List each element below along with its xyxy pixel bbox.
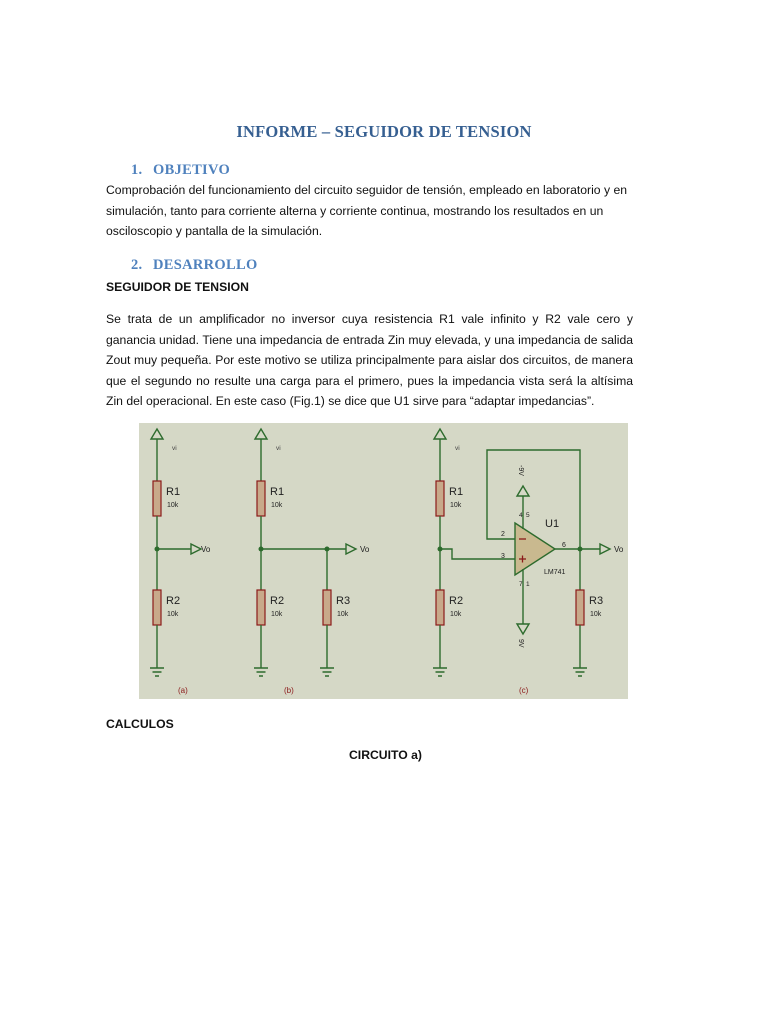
resistor-r2-a (153, 590, 161, 625)
label-vi: vi (172, 445, 177, 452)
label-r2-value-c: 10k (450, 611, 462, 618)
circuit-c (433, 429, 624, 695)
label-vi-c: vi (455, 445, 460, 452)
section-heading-objetivo (131, 162, 230, 179)
label-r2-b: R2 (270, 595, 285, 607)
label-r1-c: R1 (449, 486, 464, 498)
label-r1-b: R1 (270, 486, 285, 498)
label-r2-value-a: 10k (167, 611, 179, 618)
resistor-r2-c (436, 590, 444, 625)
label-supply-top: -9V (517, 465, 524, 476)
label-vi-b: vi (276, 445, 281, 452)
caption-a: (a) (178, 686, 188, 695)
caption-c: (c) (519, 686, 529, 695)
circuito-a-heading: CIRCUITO a) (349, 748, 422, 762)
subheading-seguidor: SEGUIDOR DE TENSION (106, 280, 249, 294)
label-r1-value-c: 10k (450, 502, 462, 509)
label-pin1: 1 (526, 581, 530, 588)
circuit-figure (139, 423, 628, 699)
label-r1-value-b: 10k (271, 502, 283, 509)
label-pin6: 6 (562, 542, 566, 549)
label-pin3: 3 (501, 553, 505, 560)
circuit-diagram (139, 423, 628, 699)
circuit-a (150, 429, 211, 695)
label-vo-b: Vo (360, 545, 370, 554)
resistor-r1-c (436, 481, 444, 516)
circuit-b (254, 429, 370, 695)
desarrollo-paragraph: Se trata de un amplificador no inversor cuya resistencia R1 vale infinito y R2 vale cero y ganancia unidad. Tiene una impedancia de entrada Zin muy elevada, y una impedancia de salida Zout muy pequeña. Por este motivo se utiliza principalmente para aislar dos circuitos, de manera que el segundo no resulte una carga para el primero, pues la impedancia vista será la altísima Zin del operacional. En este caso (Fig.1) se dice que U1 sirve para “adaptar impedancias”. (106, 312, 633, 408)
resistor-r1-a (153, 481, 161, 516)
label-r1-value-a: 10k (167, 502, 179, 509)
section-number: 1. (131, 162, 143, 178)
calculos-heading: CALCULOS (106, 717, 174, 731)
label-r2-a: R2 (166, 595, 181, 607)
resistor-r2-b (257, 590, 265, 625)
label-r2-value-b: 10k (271, 611, 283, 618)
label-pin7: 7 (519, 581, 523, 588)
section-title: DESARROLLO (153, 257, 258, 273)
ground-icon (150, 668, 164, 676)
label-pin5: 5 (526, 512, 530, 519)
section-number: 2. (131, 257, 143, 273)
page-title: INFORME – SEGUIDOR DE TENSION (236, 122, 532, 141)
label-r1-a: R1 (166, 486, 181, 498)
section-title: OBJETIVO (153, 162, 231, 178)
opamp-triangle (515, 523, 555, 575)
label-r3-b: R3 (336, 595, 351, 607)
caption-b: (b) (284, 686, 294, 695)
label-r3-c: R3 (589, 595, 604, 607)
label-lm741: LM741 (544, 569, 566, 576)
label-r2-c: R2 (449, 595, 464, 607)
label-vo-a: Vo (201, 545, 211, 554)
label-vo-c: Vo (614, 545, 624, 554)
label-supply-bottom: 9V (517, 639, 524, 648)
label-r3-value-b: 10k (337, 611, 349, 618)
label-u1: U1 (545, 518, 560, 530)
resistor-r1-b (257, 481, 265, 516)
section-heading-desarrollo (131, 257, 258, 274)
label-r3-value-c: 10k (590, 611, 602, 618)
resistor-r3-b (323, 590, 331, 625)
objetivo-paragraph: Comprobación del funcionamiento del circuito seguidor de tensión, empleado en laboratorio y en simulación, tanto para corriente alterna y corriente continua, mostrando los resultados en un osciloscopio y pantalla de la simulación. (106, 183, 627, 238)
label-pin2: 2 (501, 531, 505, 538)
label-pin4: 4 (519, 512, 523, 519)
resistor-r3-c (576, 590, 584, 625)
